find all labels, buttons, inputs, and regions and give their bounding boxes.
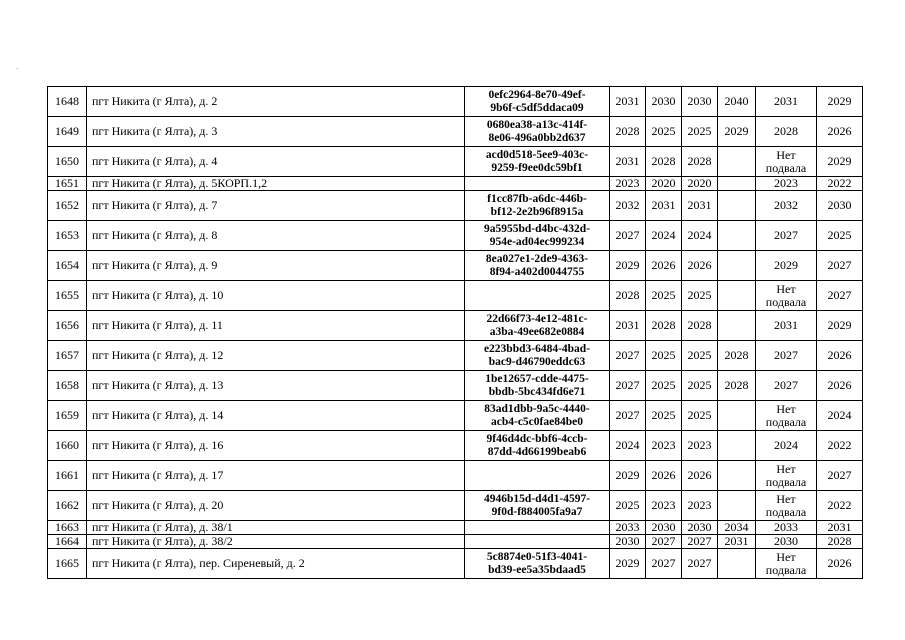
basement-line-1: Нет [776, 491, 796, 506]
uuid-cell [465, 535, 610, 549]
uuid-line-2: 9b6f-c5df5ddaca09 [490, 101, 584, 114]
row-number-cell: 1660 [48, 431, 87, 461]
year-cell-2: 2025 [646, 117, 682, 147]
year-cell-3: 2025 [682, 281, 718, 311]
year-cell-6: 2024 [817, 401, 863, 431]
basement-line-1: 2023 [774, 176, 798, 190]
row-number-cell: 1657 [48, 341, 87, 371]
basement-year-cell [756, 401, 817, 431]
year-cell-4: 2029 [718, 117, 756, 147]
address-cell: пгт Никита (г Ялта), д. 11 [87, 311, 465, 341]
uuid-line-2: a3ba-49ee682e0884 [489, 325, 585, 338]
uuid-line-1: 22d66f73-4e12-481c- [486, 312, 588, 325]
uuid-line-1: 0680ea38-a13c-414f- [486, 118, 588, 131]
year-cell-1: 2029 [610, 251, 646, 281]
year-cell-3: 2020 [682, 177, 718, 191]
year-cell-1: 2027 [610, 341, 646, 371]
uuid-cell [465, 221, 610, 251]
row-number-cell: 1662 [48, 491, 87, 521]
uuid-line-2: acb4-c5c0fae84be0 [491, 415, 583, 428]
uuid-line-1: 83ad1dbb-9a5c-4440- [484, 402, 590, 415]
row-number-cell: 1661 [48, 461, 87, 491]
basement-year-cell [756, 87, 817, 117]
uuid-line-2: bf12-2e2b96f8915a [490, 205, 584, 218]
basement-line-1: Нет [776, 147, 796, 162]
table-row [48, 311, 863, 341]
year-cell-6: 2031 [817, 521, 863, 535]
table-row [48, 177, 863, 191]
uuid-line-1: 1be12657-cdde-4475- [485, 372, 589, 385]
address-cell: пгт Никита (г Ялта), д. 9 [87, 251, 465, 281]
uuid-cell [465, 371, 610, 401]
year-cell-4 [718, 251, 756, 281]
address-cell: пгт Никита (г Ялта), д. 3 [87, 117, 465, 147]
row-number-cell: 1663 [48, 521, 87, 535]
address-cell: пгт Никита (г Ялта), д. 14 [87, 401, 465, 431]
year-cell-4: 2028 [718, 371, 756, 401]
year-cell-4 [718, 281, 756, 311]
basement-line-2: подвала [765, 160, 807, 175]
uuid-cell [465, 251, 610, 281]
year-cell-6: 2027 [817, 251, 863, 281]
year-cell-3: 2025 [682, 341, 718, 371]
uuid-line-2: 8f94-a402d0044755 [489, 265, 585, 278]
table-row [48, 281, 863, 311]
table-row [48, 521, 863, 535]
year-cell-3: 2026 [682, 461, 718, 491]
address-cell: пгт Никита (г Ялта), д. 20 [87, 491, 465, 521]
row-number-cell: 1656 [48, 311, 87, 341]
basement-year-cell [756, 535, 817, 549]
year-cell-1: 2023 [610, 177, 646, 191]
basement-line-1: 2033 [774, 520, 798, 534]
uuid-cell [465, 311, 610, 341]
year-cell-6: 2025 [817, 221, 863, 251]
year-cell-2: 2031 [646, 191, 682, 221]
year-cell-3: 2023 [682, 431, 718, 461]
uuid-cell [465, 281, 610, 311]
uuid-line-1: e223bbd3-6484-4bad- [483, 342, 591, 355]
year-cell-1: 2031 [610, 147, 646, 177]
row-number-cell: 1652 [48, 191, 87, 221]
table-row [48, 461, 863, 491]
row-number-cell: 1655 [48, 281, 87, 311]
uuid-cell [465, 117, 610, 147]
basement-line-1: 2027 [774, 228, 798, 242]
basement-year-cell [756, 461, 817, 491]
address-cell: пгт Никита (г Ялта), д. 38/2 [87, 535, 465, 549]
year-cell-2: 2025 [646, 401, 682, 431]
basement-year-cell [756, 341, 817, 371]
uuid-cell [465, 549, 610, 579]
table-row [48, 431, 863, 461]
year-cell-2: 2026 [646, 461, 682, 491]
year-cell-2: 2026 [646, 251, 682, 281]
basement-line-1: 2031 [774, 94, 798, 108]
year-cell-3: 2026 [682, 251, 718, 281]
table-row [48, 117, 863, 147]
year-cell-2: 2020 [646, 177, 682, 191]
year-cell-6: 2026 [817, 117, 863, 147]
basement-year-cell [756, 371, 817, 401]
uuid-cell [465, 87, 610, 117]
address-cell: пгт Никита (г Ялта), д. 8 [87, 221, 465, 251]
year-cell-1: 2030 [610, 535, 646, 549]
year-cell-4 [718, 431, 756, 461]
year-cell-2: 2028 [646, 147, 682, 177]
year-cell-6: 2027 [817, 461, 863, 491]
year-cell-2: 2028 [646, 311, 682, 341]
basement-line-2: подвала [765, 562, 807, 577]
table-row [48, 371, 863, 401]
year-cell-1: 2027 [610, 371, 646, 401]
row-number-cell: 1658 [48, 371, 87, 401]
row-number-cell: 1659 [48, 401, 87, 431]
basement-year-cell [756, 281, 817, 311]
year-cell-1: 2024 [610, 431, 646, 461]
year-cell-6: 2029 [817, 147, 863, 177]
year-cell-4 [718, 461, 756, 491]
year-cell-1: 2029 [610, 549, 646, 579]
basement-line-1: Нет [776, 549, 796, 564]
year-cell-3: 2028 [682, 147, 718, 177]
table-row [48, 341, 863, 371]
uuid-cell [465, 491, 610, 521]
table-row [48, 491, 863, 521]
basement-line-1: 2031 [774, 318, 798, 332]
year-cell-4 [718, 491, 756, 521]
address-cell: пгт Никита (г Ялта), д. 10 [87, 281, 465, 311]
uuid-line-1: 8ea027e1-2de9-4363- [485, 252, 589, 265]
year-cell-4 [718, 177, 756, 191]
uuid-line-2: bd39-ee5a35bdaad5 [488, 563, 586, 576]
basement-year-cell [756, 311, 817, 341]
uuid-line-1: f1cc87fb-a6dc-446b- [487, 192, 587, 205]
uuid-line-2: 954e-ad04ec999234 [489, 235, 585, 248]
uuid-line-2: bac9-d46790eddc63 [488, 355, 586, 368]
uuid-line-1: 5c8874e0-51f3-4041- [486, 550, 588, 563]
basement-line-1: Нет [776, 401, 796, 416]
uuid-line-2: 9259-f9ee0dc59bf1 [491, 161, 583, 174]
uuid-line-2: bbdb-5bc434fd6e71 [488, 385, 586, 398]
year-cell-4 [718, 549, 756, 579]
basement-year-cell [756, 117, 817, 147]
year-cell-2: 2025 [646, 371, 682, 401]
address-cell: пгт Никита (г Ялта), д. 4 [87, 147, 465, 177]
year-cell-4 [718, 191, 756, 221]
address-cell: пгт Никита (г Ялта), д. 38/1 [87, 521, 465, 535]
uuid-line-1: acd0d518-5ee9-403c- [485, 148, 589, 161]
year-cell-6: 2022 [817, 177, 863, 191]
uuid-cell [465, 341, 610, 371]
basement-year-cell [756, 431, 817, 461]
uuid-line-1: 0efc2964-8e70-49ef- [488, 88, 586, 101]
uuid-line-2: 8e06-496a0bb2d637 [488, 131, 586, 144]
year-cell-2: 2030 [646, 521, 682, 535]
year-cell-3: 2023 [682, 491, 718, 521]
year-cell-3: 2025 [682, 117, 718, 147]
year-cell-6: 2029 [817, 311, 863, 341]
uuid-cell [465, 147, 610, 177]
year-cell-3: 2027 [682, 535, 718, 549]
year-cell-4: 2034 [718, 521, 756, 535]
year-cell-3: 2024 [682, 221, 718, 251]
year-cell-2: 2030 [646, 87, 682, 117]
basement-year-cell [756, 147, 817, 177]
year-cell-6: 2028 [817, 535, 863, 549]
year-cell-2: 2025 [646, 341, 682, 371]
uuid-cell [465, 461, 610, 491]
uuid-cell [465, 191, 610, 221]
year-cell-4: 2028 [718, 341, 756, 371]
address-cell: пгт Никита (г Ялта), д. 16 [87, 431, 465, 461]
uuid-cell [465, 431, 610, 461]
year-cell-6: 2026 [817, 549, 863, 579]
year-cell-6: 2030 [817, 191, 863, 221]
basement-line-1: 2029 [774, 258, 798, 272]
year-cell-4 [718, 311, 756, 341]
basement-line-1: 2030 [774, 534, 798, 548]
basement-line-2: подвала [765, 414, 807, 429]
table-row [48, 535, 863, 549]
address-cell: пгт Никита (г Ялта), д. 17 [87, 461, 465, 491]
table-row [48, 549, 863, 579]
row-number-cell: 1651 [48, 177, 87, 191]
uuid-cell [465, 401, 610, 431]
table-row [48, 221, 863, 251]
year-cell-2: 2027 [646, 535, 682, 549]
address-cell: пгт Никита (г Ялта), д. 7 [87, 191, 465, 221]
row-number-cell: 1665 [48, 549, 87, 579]
basement-line-2: подвала [765, 504, 807, 519]
year-cell-6: 2022 [817, 431, 863, 461]
year-cell-1: 2028 [610, 281, 646, 311]
row-number-cell: 1650 [48, 147, 87, 177]
year-cell-1: 2029 [610, 461, 646, 491]
uuid-line-2: 87dd-4d66199beab6 [487, 445, 587, 458]
basement-line-1: 2027 [774, 378, 798, 392]
year-cell-6: 2029 [817, 87, 863, 117]
year-cell-6: 2027 [817, 281, 863, 311]
basement-line-1: 2024 [774, 438, 798, 452]
year-cell-1: 2031 [610, 311, 646, 341]
year-cell-4: 2040 [718, 87, 756, 117]
year-cell-2: 2023 [646, 491, 682, 521]
year-cell-3: 2028 [682, 311, 718, 341]
basement-line-1: 2027 [774, 348, 798, 362]
year-cell-2: 2025 [646, 281, 682, 311]
year-cell-1: 2028 [610, 117, 646, 147]
year-cell-1: 2025 [610, 491, 646, 521]
table-row [48, 147, 863, 177]
year-cell-4 [718, 221, 756, 251]
basement-year-cell [756, 491, 817, 521]
address-cell: пгт Никита (г Ялта), пер. Сиреневый, д. 2 [87, 549, 465, 579]
basement-line-1: 2032 [774, 198, 798, 212]
table-row [48, 87, 863, 117]
uuid-line-1: 9f46d4dc-bbf6-4ccb- [486, 432, 588, 445]
row-number-cell: 1649 [48, 117, 87, 147]
basement-year-cell [756, 177, 817, 191]
year-cell-4 [718, 401, 756, 431]
basement-line-1: Нет [776, 281, 796, 296]
basement-year-cell [756, 521, 817, 535]
year-cell-1: 2032 [610, 191, 646, 221]
uuid-line-2: 9f0d-f884005fa9a7 [491, 505, 583, 518]
year-cell-2: 2024 [646, 221, 682, 251]
year-cell-3: 2030 [682, 87, 718, 117]
year-cell-4: 2031 [718, 535, 756, 549]
year-cell-4 [718, 147, 756, 177]
row-number-cell: 1653 [48, 221, 87, 251]
address-cell: пгт Никита (г Ялта), д. 2 [87, 87, 465, 117]
year-cell-1: 2027 [610, 401, 646, 431]
address-cell: пгт Никита (г Ялта), д. 13 [87, 371, 465, 401]
row-number-cell: 1664 [48, 535, 87, 549]
table-body [48, 87, 863, 579]
address-cell: пгт Никита (г Ялта), д. 12 [87, 341, 465, 371]
year-cell-3: 2027 [682, 549, 718, 579]
year-cell-3: 2025 [682, 371, 718, 401]
basement-year-cell [756, 251, 817, 281]
uuid-cell [465, 177, 610, 191]
housing-table [47, 86, 863, 579]
year-cell-6: 2022 [817, 491, 863, 521]
basement-year-cell [756, 549, 817, 579]
table-row [48, 401, 863, 431]
year-cell-1: 2027 [610, 221, 646, 251]
uuid-line-1: 9a5955bd-d4bc-432d- [483, 222, 591, 235]
basement-year-cell [756, 191, 817, 221]
year-cell-2: 2027 [646, 549, 682, 579]
basement-line-1: Нет [776, 461, 796, 476]
basement-year-cell [756, 221, 817, 251]
basement-line-2: подвала [765, 474, 807, 489]
year-cell-1: 2031 [610, 87, 646, 117]
table-row [48, 251, 863, 281]
year-cell-3: 2025 [682, 401, 718, 431]
address-cell: пгт Никита (г Ялта), д. 5КОРП.1,2 [87, 177, 465, 191]
year-cell-3: 2031 [682, 191, 718, 221]
year-cell-6: 2026 [817, 371, 863, 401]
year-cell-3: 2030 [682, 521, 718, 535]
year-cell-2: 2023 [646, 431, 682, 461]
scan-speck [16, 68, 18, 69]
basement-line-2: подвала [765, 294, 807, 309]
row-number-cell: 1648 [48, 87, 87, 117]
year-cell-6: 2026 [817, 341, 863, 371]
uuid-line-1: 4946b15d-d4d1-4597- [483, 492, 591, 505]
row-number-cell: 1654 [48, 251, 87, 281]
table-row [48, 191, 863, 221]
basement-line-1: 2028 [774, 124, 798, 138]
uuid-cell [465, 521, 610, 535]
year-cell-1: 2033 [610, 521, 646, 535]
